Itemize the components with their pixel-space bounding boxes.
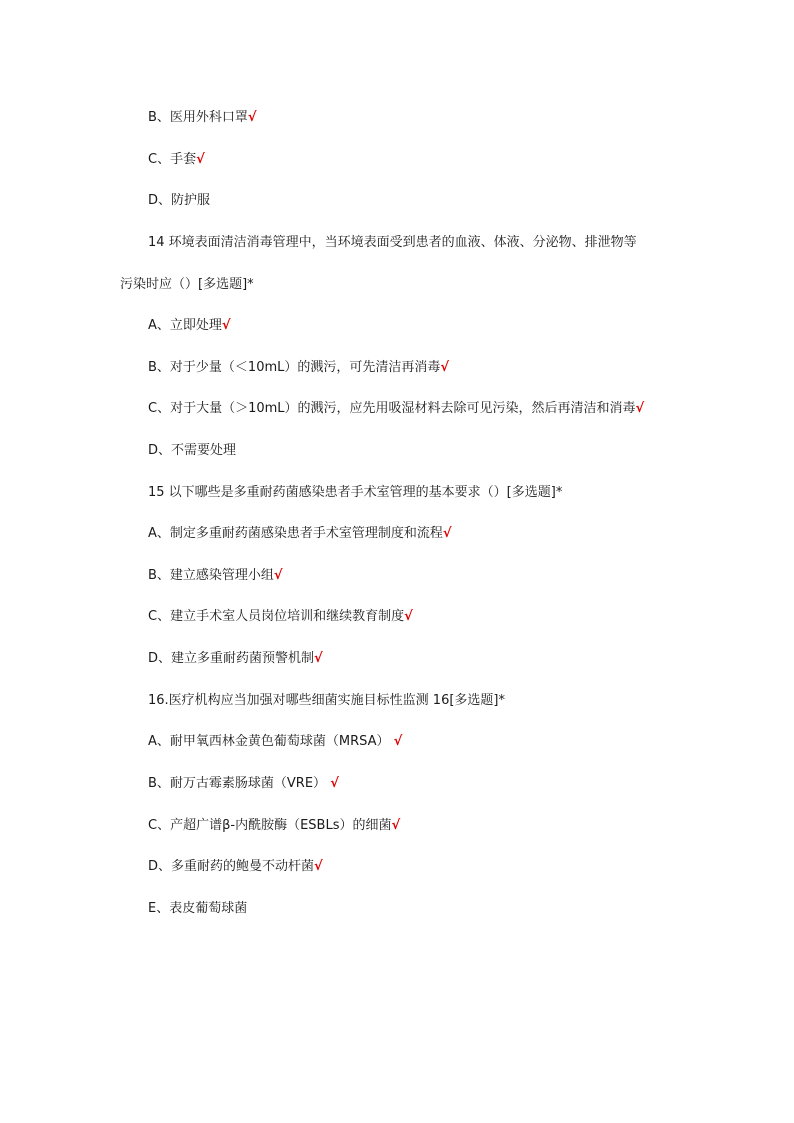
question-text: 14 环境表面清洁消毒管理中，当环境表面受到患者的血液、体液、分泌物、排泄物等 (148, 235, 637, 250)
option-b-surgical-mask (148, 109, 257, 127)
option-b-small-spill (148, 359, 449, 377)
check-mark-icon: √ (314, 651, 323, 666)
line-text: C、产超广谱β-内酰胺酶（ESBLs）的细菌 (148, 818, 392, 833)
option-d-no-action (148, 442, 236, 460)
question-text: 15 以下哪些是多重耐药菌感染患者手术室管理的基本要求（）[多选题]* (148, 485, 563, 500)
line-text: D、不需要处理 (148, 443, 237, 458)
option-c-gloves (148, 151, 205, 169)
check-mark-icon: √ (635, 401, 645, 416)
line-text: B、对于少量（＜10mL）的溅污，可先清洁再消毒 (148, 360, 441, 375)
line-text: C、对于大量（＞10mL）的溅污，应先用吸湿材料去除可见污染，然后再清洁和消毒 (148, 401, 636, 416)
option-c-large-spill (148, 400, 644, 418)
check-mark-icon: √ (247, 110, 257, 125)
check-mark-icon: √ (196, 152, 205, 167)
line-text: A、立即处理 (148, 318, 222, 333)
question-text: 16.医疗机构应当加强对哪些细菌实施目标性监测 16[多选题]* (148, 693, 505, 708)
option-b-infection-group (148, 567, 283, 585)
check-mark-icon: √ (391, 818, 401, 833)
check-mark-icon: √ (314, 859, 323, 874)
check-mark-icon: √ (393, 734, 403, 749)
line-text: C、建立手术室人员岗位培训和继续教育制度 (148, 609, 405, 624)
option-e-staph-epidermidis (148, 900, 247, 918)
check-mark-icon: √ (404, 609, 413, 624)
line-text: D、防护服 (148, 193, 211, 208)
question-16 (148, 692, 505, 710)
line-text: D、多重耐药的鲍曼不动杆菌 (148, 859, 315, 874)
option-d-warning-mechanism (148, 650, 323, 668)
question-text: 污染时应（）[多选题]* (120, 277, 254, 292)
option-a-mrsa (148, 733, 402, 751)
option-c-esbls (148, 817, 400, 835)
line-text: B、建立感染管理小组 (148, 568, 274, 583)
line-text: B、耐万古霉素肠球菌（VRE） (148, 776, 327, 791)
question-15 (148, 484, 562, 502)
check-mark-icon: √ (330, 776, 339, 791)
line-text: B、医用外科口罩 (148, 110, 248, 125)
option-a-immediate (148, 317, 231, 335)
option-d-acinetobacter (148, 858, 323, 876)
line-text: D、建立多重耐药菌预警机制 (148, 651, 315, 666)
option-d-protective-clothing (148, 192, 210, 210)
line-text: A、耐甲氧西林金黄色葡萄球菌（MRSA） (148, 734, 390, 749)
option-c-training (148, 608, 413, 626)
check-mark-icon: √ (273, 568, 283, 583)
option-b-vre (148, 775, 339, 793)
line-text: A、制定多重耐药菌感染患者手术室管理制度和流程 (148, 526, 443, 541)
question-14-line-1 (148, 234, 637, 252)
option-a-management-system (148, 525, 452, 543)
line-text: E、表皮葡萄球菌 (148, 901, 248, 916)
line-text: C、手套 (148, 152, 197, 167)
check-mark-icon: √ (440, 360, 450, 375)
check-mark-icon: √ (221, 318, 231, 333)
check-mark-icon: √ (442, 526, 452, 541)
question-14-line-2 (120, 276, 254, 294)
